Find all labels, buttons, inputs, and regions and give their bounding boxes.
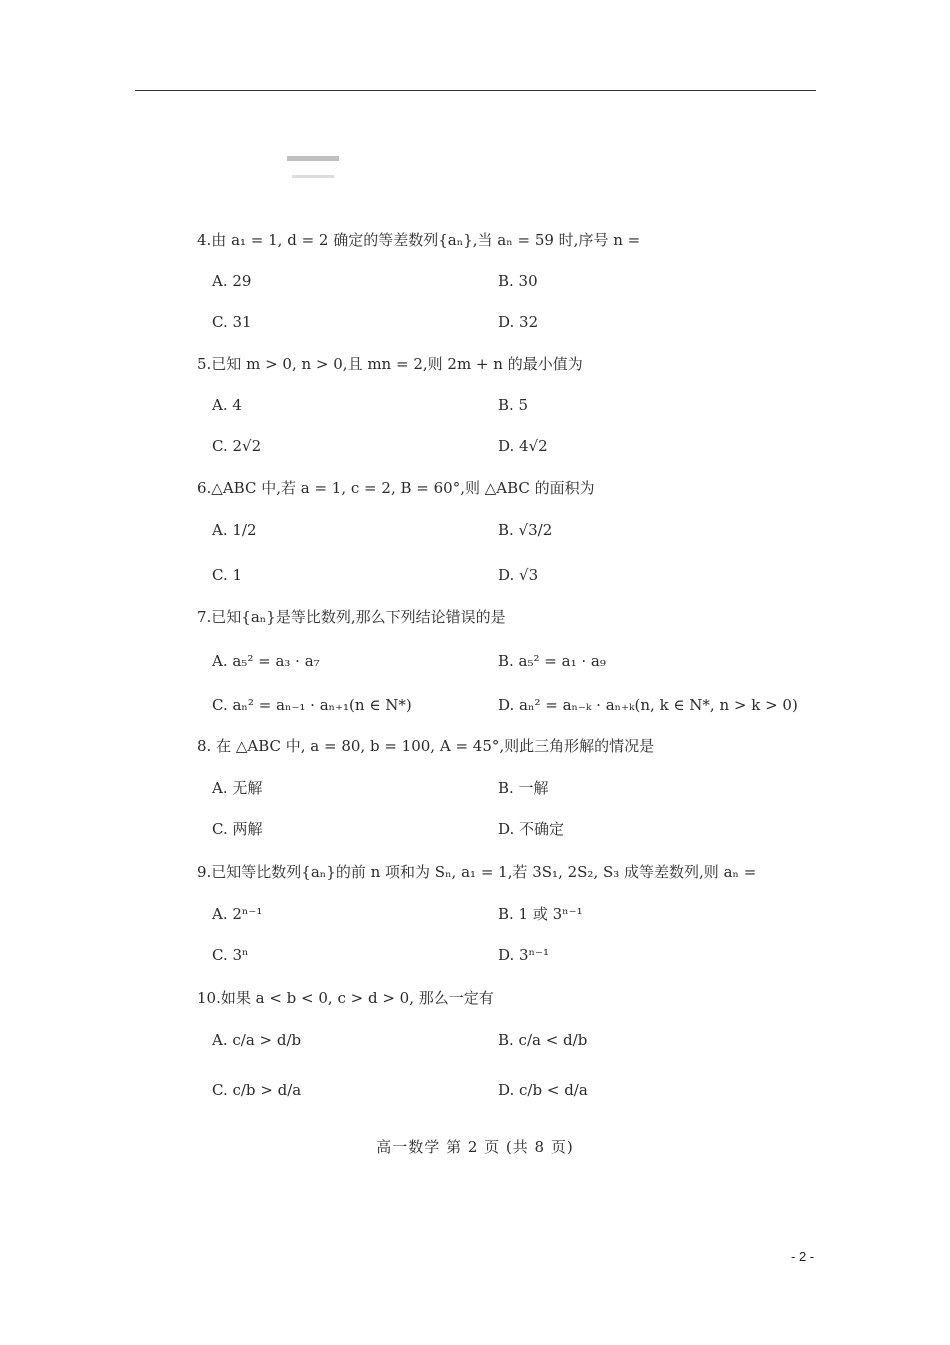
question-4-option-b: B. 30: [498, 272, 538, 290]
question-10-option-c: C. c/b > d/a: [212, 1081, 302, 1099]
question-8-option-a: A. 无解: [212, 779, 263, 797]
question-10-stem: 10.如果 a < b < 0, c > d > 0, 那么一定有: [197, 989, 494, 1007]
question-4-stem: 4.由 a₁ = 1, d = 2 确定的等差数列{aₙ},当 aₙ = 59 时,序号 n =: [197, 231, 641, 249]
question-7-option-d: D. aₙ² = aₙ₋ₖ · aₙ₊ₖ(n, k ∈ N*, n > k > 0): [498, 696, 798, 714]
question-9-option-b: B. 1 或 3ⁿ⁻¹: [498, 905, 583, 923]
question-7-stem: 7.已知{aₙ}是等比数列,那么下列结论错误的是: [197, 608, 506, 626]
scan-smudge: [292, 175, 334, 178]
question-7-option-c: C. aₙ² = aₙ₋₁ · aₙ₊₁(n ∈ N*): [212, 696, 412, 714]
question-10-option-d: D. c/b < d/a: [498, 1081, 588, 1099]
question-10-option-b: B. c/a < d/b: [498, 1031, 588, 1049]
question-10-option-a: A. c/a > d/b: [212, 1031, 302, 1049]
question-4-option-d: D. 32: [498, 313, 539, 331]
question-6-option-c: C. 1: [212, 566, 243, 584]
question-8-option-b: B. 一解: [498, 779, 549, 797]
question-9-option-c: C. 3ⁿ: [212, 946, 249, 964]
question-6-option-a: A. 1/2: [212, 521, 257, 539]
question-7-option-b: B. a₅² = a₁ · a₉: [498, 652, 606, 670]
question-6-stem: 6.△ABC 中,若 a = 1, c = 2, B = 60°,则 △ABC 的面积为: [197, 479, 595, 497]
header-rule: [135, 90, 816, 91]
question-5-option-b: B. 5: [498, 396, 529, 414]
question-6-option-b: B. √3/2: [498, 521, 553, 539]
question-9-option-d: D. 3ⁿ⁻¹: [498, 946, 549, 964]
question-4-option-c: C. 31: [212, 313, 252, 331]
page-number: - 2 -: [791, 1249, 815, 1264]
question-5-stem: 5.已知 m > 0, n > 0,且 mn = 2,则 2m + n 的最小值为: [197, 355, 583, 373]
question-4-option-a: A. 29: [212, 272, 252, 290]
question-6-option-d: D. √3: [498, 566, 539, 584]
question-9-option-a: A. 2ⁿ⁻¹: [212, 905, 263, 923]
question-7-option-a: A. a₅² = a₃ · a₇: [212, 652, 320, 670]
page-footer: 高一数学 第 2 页 (共 8 页): [376, 1138, 574, 1156]
question-8-option-d: D. 不确定: [498, 820, 565, 838]
question-9-stem: 9.已知等比数列{aₙ}的前 n 项和为 Sₙ, a₁ = 1,若 3S₁, 2S₂, S₃ 成等差数列,则 aₙ =: [197, 863, 757, 881]
question-8-stem: 8. 在 △ABC 中, a = 80, b = 100, A = 45°,则此三角形解的情况是: [197, 737, 655, 755]
question-8-option-c: C. 两解: [212, 820, 263, 838]
question-5-option-d: D. 4√2: [498, 437, 548, 455]
scan-smudge: [287, 156, 339, 161]
question-5-option-c: C. 2√2: [212, 437, 262, 455]
question-5-option-a: A. 4: [212, 396, 242, 414]
